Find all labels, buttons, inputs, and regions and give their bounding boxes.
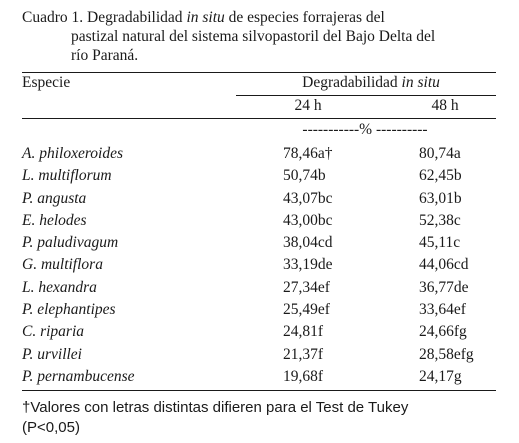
value-48h: 33,64ef — [419, 301, 466, 319]
header-bottom-rule — [22, 118, 496, 119]
value-24h: 27,34ef — [283, 278, 330, 296]
table-row — [0, 210, 519, 232]
table-row — [0, 299, 519, 321]
header-degradabilidad — [258, 74, 484, 92]
value-48h: 80,74a — [419, 145, 461, 162]
value-24h: 50,74b — [283, 167, 326, 185]
header-group-italic: in situ — [401, 74, 440, 91]
header-48h: 48 h — [431, 97, 459, 114]
species-name: P. pernambucense — [22, 367, 135, 385]
value-24h: 21,37f — [283, 345, 324, 363]
header-24h: 24 h — [294, 97, 322, 114]
header-group-rule — [236, 95, 496, 96]
caption-italic: in situ — [186, 9, 225, 26]
species-name: L. hexandra — [22, 278, 97, 296]
value-48h: 63,01b — [419, 189, 462, 207]
units-row: -----------% ---------- — [302, 121, 428, 138]
table-bottom-rule — [22, 390, 496, 391]
species-name: L. multiflorum — [22, 167, 112, 185]
value-48h: 28,58efg — [419, 345, 474, 363]
table-row — [0, 143, 519, 165]
caption-prefix: Cuadro 1. Degradabilidad — [22, 9, 187, 26]
value-48h: 45,11c — [419, 234, 461, 252]
table-row — [0, 321, 519, 343]
species-name: C. riparia — [22, 323, 85, 341]
value-24h: 24,81f — [283, 323, 324, 341]
caption-line-1 — [22, 8, 517, 27]
table-row — [0, 165, 519, 187]
caption-line-2: pastizal natural del sistema silvopastoril del Bajo Delta del — [71, 28, 436, 45]
footnote-line-2: (P<0,05) — [22, 419, 80, 436]
species-name: A. philoxeroides — [22, 145, 124, 162]
species-name: P. elephantipes — [22, 301, 116, 319]
header-especie: Especie — [22, 74, 71, 91]
value-48h: 24,66fg — [419, 323, 467, 341]
value-24h: 38,04cd — [283, 234, 333, 252]
value-48h: 62,45b — [419, 167, 462, 185]
caption-line-3: río Paraná. — [71, 47, 139, 64]
value-24h: 43,07bc — [283, 189, 333, 207]
species-name: G. multiflora — [22, 256, 103, 274]
value-24h: 33,19de — [283, 256, 333, 274]
value-48h: 52,38c — [419, 211, 461, 229]
table-row — [0, 344, 519, 366]
species-name: P. angusta — [22, 189, 87, 207]
table-row — [0, 366, 519, 388]
table-row — [0, 254, 519, 276]
table-row — [0, 232, 519, 254]
value-48h: 36,77de — [419, 278, 469, 296]
value-48h: 44,06cd — [419, 256, 469, 274]
value-48h: 24,17g — [419, 367, 462, 385]
table-row — [0, 277, 519, 299]
species-name: P. urvillei — [22, 345, 82, 363]
footnote — [22, 398, 517, 438]
value-24h: 43,00bc — [283, 211, 333, 229]
value-24h: 25,49ef — [283, 301, 330, 319]
table-caption — [22, 8, 517, 65]
table-row — [0, 188, 519, 210]
caption-suffix: de especies forrajeras del — [224, 9, 385, 26]
table-body — [0, 143, 519, 388]
table-top-rule — [22, 72, 496, 73]
species-name: P. paludivagum — [22, 234, 119, 252]
footnote-line-1: †Valores con letras distintas difieren para el Test de Tukey — [22, 399, 409, 416]
value-24h: 78,46a† — [283, 145, 333, 162]
header-group-prefix: Degradabilidad — [302, 74, 402, 91]
species-name: E. helodes — [22, 211, 87, 229]
value-24h: 19,68f — [283, 367, 324, 385]
